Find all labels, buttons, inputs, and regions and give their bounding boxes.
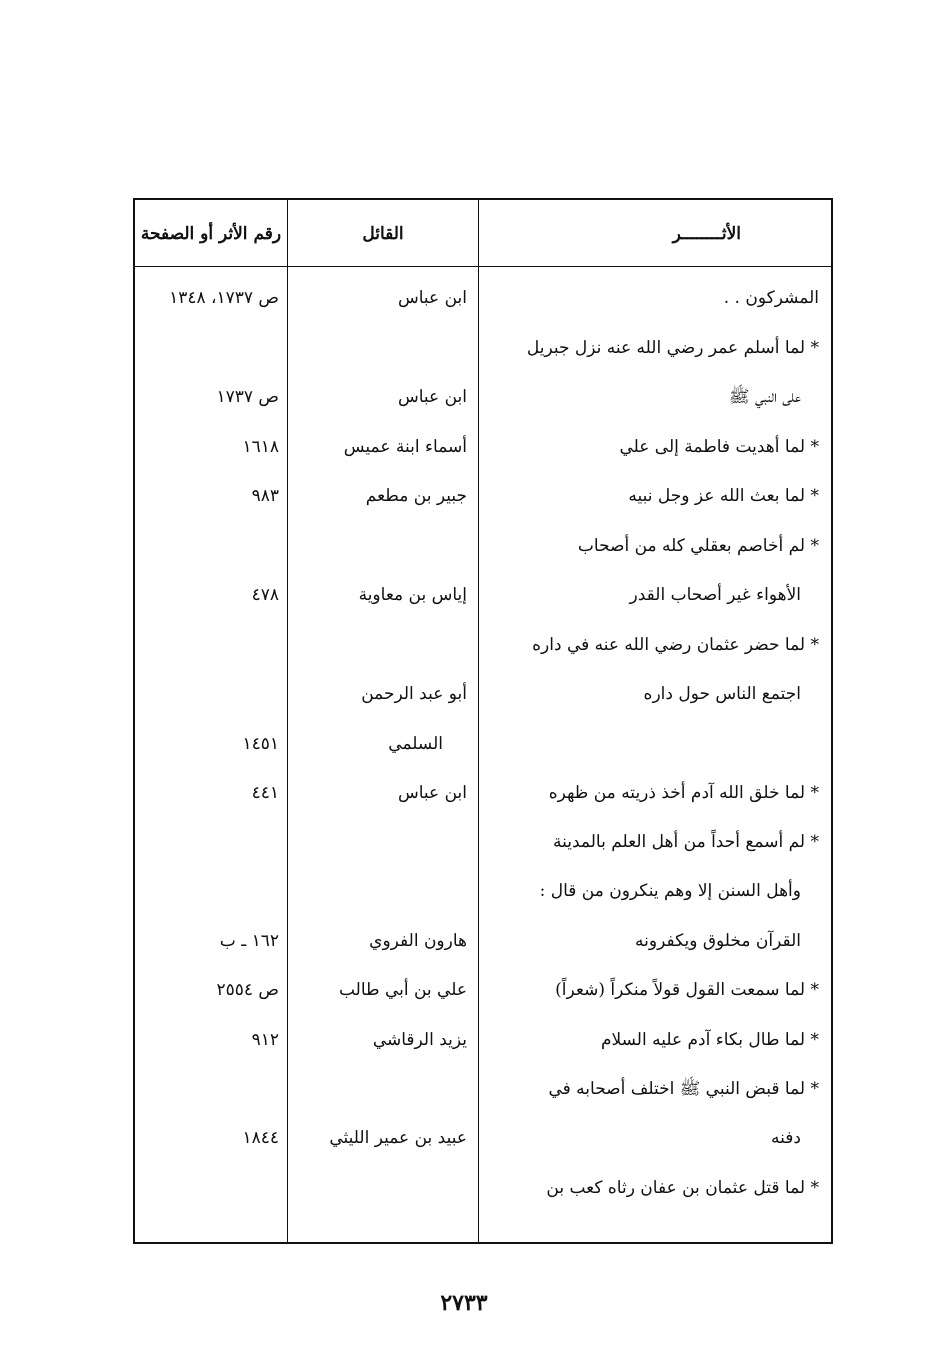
qail-text: أبو عبد الرحمن (361, 684, 467, 704)
column-divider (287, 200, 288, 1242)
qail-text: ابن عباس (397, 288, 467, 308)
column-divider (478, 200, 479, 1242)
athar-text: * لما حضر عثمان رضي الله عنه في داره (532, 635, 819, 655)
ref-text: ١٦١٨ (242, 437, 279, 457)
athar-text: * لما خلق الله آدم أخذ ذريته من ظهره (548, 783, 819, 803)
athar-text: * لما قبض النبي ﷺ اختلف أصحابه في (548, 1079, 819, 1099)
athar-text: الأهواء غير أصحاب القدر (629, 585, 801, 605)
athar-text: * لما طال بكاء آدم عليه السلام (600, 1030, 819, 1050)
qail-text: يزيد الرقاشي (372, 1030, 467, 1050)
ref-text: ١٤٥١ (242, 734, 279, 754)
header-ref: رقم الأثر أو الصفحة (140, 224, 282, 244)
ref-text: ص ٢٥٥٤ (216, 980, 279, 1000)
qail-text: ابن عباس (397, 783, 467, 803)
ref-text: ٩٨٣ (251, 486, 279, 506)
athar-text: * لما أسلم عمر رضي الله عنه نزل جبريل (526, 338, 819, 358)
ref-text: ٤٧٨ (251, 585, 279, 605)
index-table (133, 198, 833, 1244)
athar-text: القرآن مخلوق ويكفرونه (635, 931, 801, 951)
athar-text: * لم أسمع أحداً من أهل العلم بالمدينة (552, 832, 819, 852)
athar-text: وأهل السنن إلا وهم ينكرون من قال : (539, 881, 801, 901)
athar-text: اجتمع الناس حول داره (643, 684, 801, 704)
athar-text: * لما سمعت القول قولاً منكراً (شعراً) (555, 980, 819, 1000)
athar-text: * لما أهديت فاطمة إلى علي (619, 437, 819, 457)
athar-text: * لما بعث الله عز وجل نبيه (628, 486, 819, 506)
qail-text: علي بن أبي طالب (338, 980, 467, 1000)
header-qail: القائل (362, 224, 404, 244)
athar-text: * لما قتل عثمان بن عفان رثاه كعب بن (546, 1178, 819, 1198)
athar-text: على النبي ﷺ (729, 387, 801, 407)
qail-text: السلمي (388, 734, 443, 754)
ref-text: ٩١٢ (251, 1030, 279, 1050)
ref-text: ١٦٢ ـ ب (219, 931, 279, 951)
qail-text: إياس بن معاوية (358, 585, 467, 605)
ref-text: ٤٤١ (251, 783, 279, 803)
qail-text: ابن عباس (397, 387, 467, 407)
qail-text: عبيد بن عمير الليثي (329, 1128, 467, 1148)
athar-text: المشركون . . (723, 288, 819, 308)
ref-text: ص ١٧٣٧، ١٣٤٨ (169, 288, 279, 308)
qail-text: أسماء ابنة عميس (343, 437, 467, 457)
header-athar: الأثــــــــر (672, 224, 741, 244)
ref-text: ص ١٧٣٧ (216, 387, 279, 407)
ref-text: ١٨٤٤ (242, 1128, 279, 1148)
qail-text: جبير بن مطعم (365, 486, 467, 506)
athar-text: * لم أخاصم بعقلي كله من أصحاب (577, 536, 819, 556)
page-number: ٢٧٣٣ (440, 1290, 488, 1316)
athar-text: دفنه (771, 1128, 801, 1148)
qail-text: هارون الفروي (369, 931, 467, 951)
